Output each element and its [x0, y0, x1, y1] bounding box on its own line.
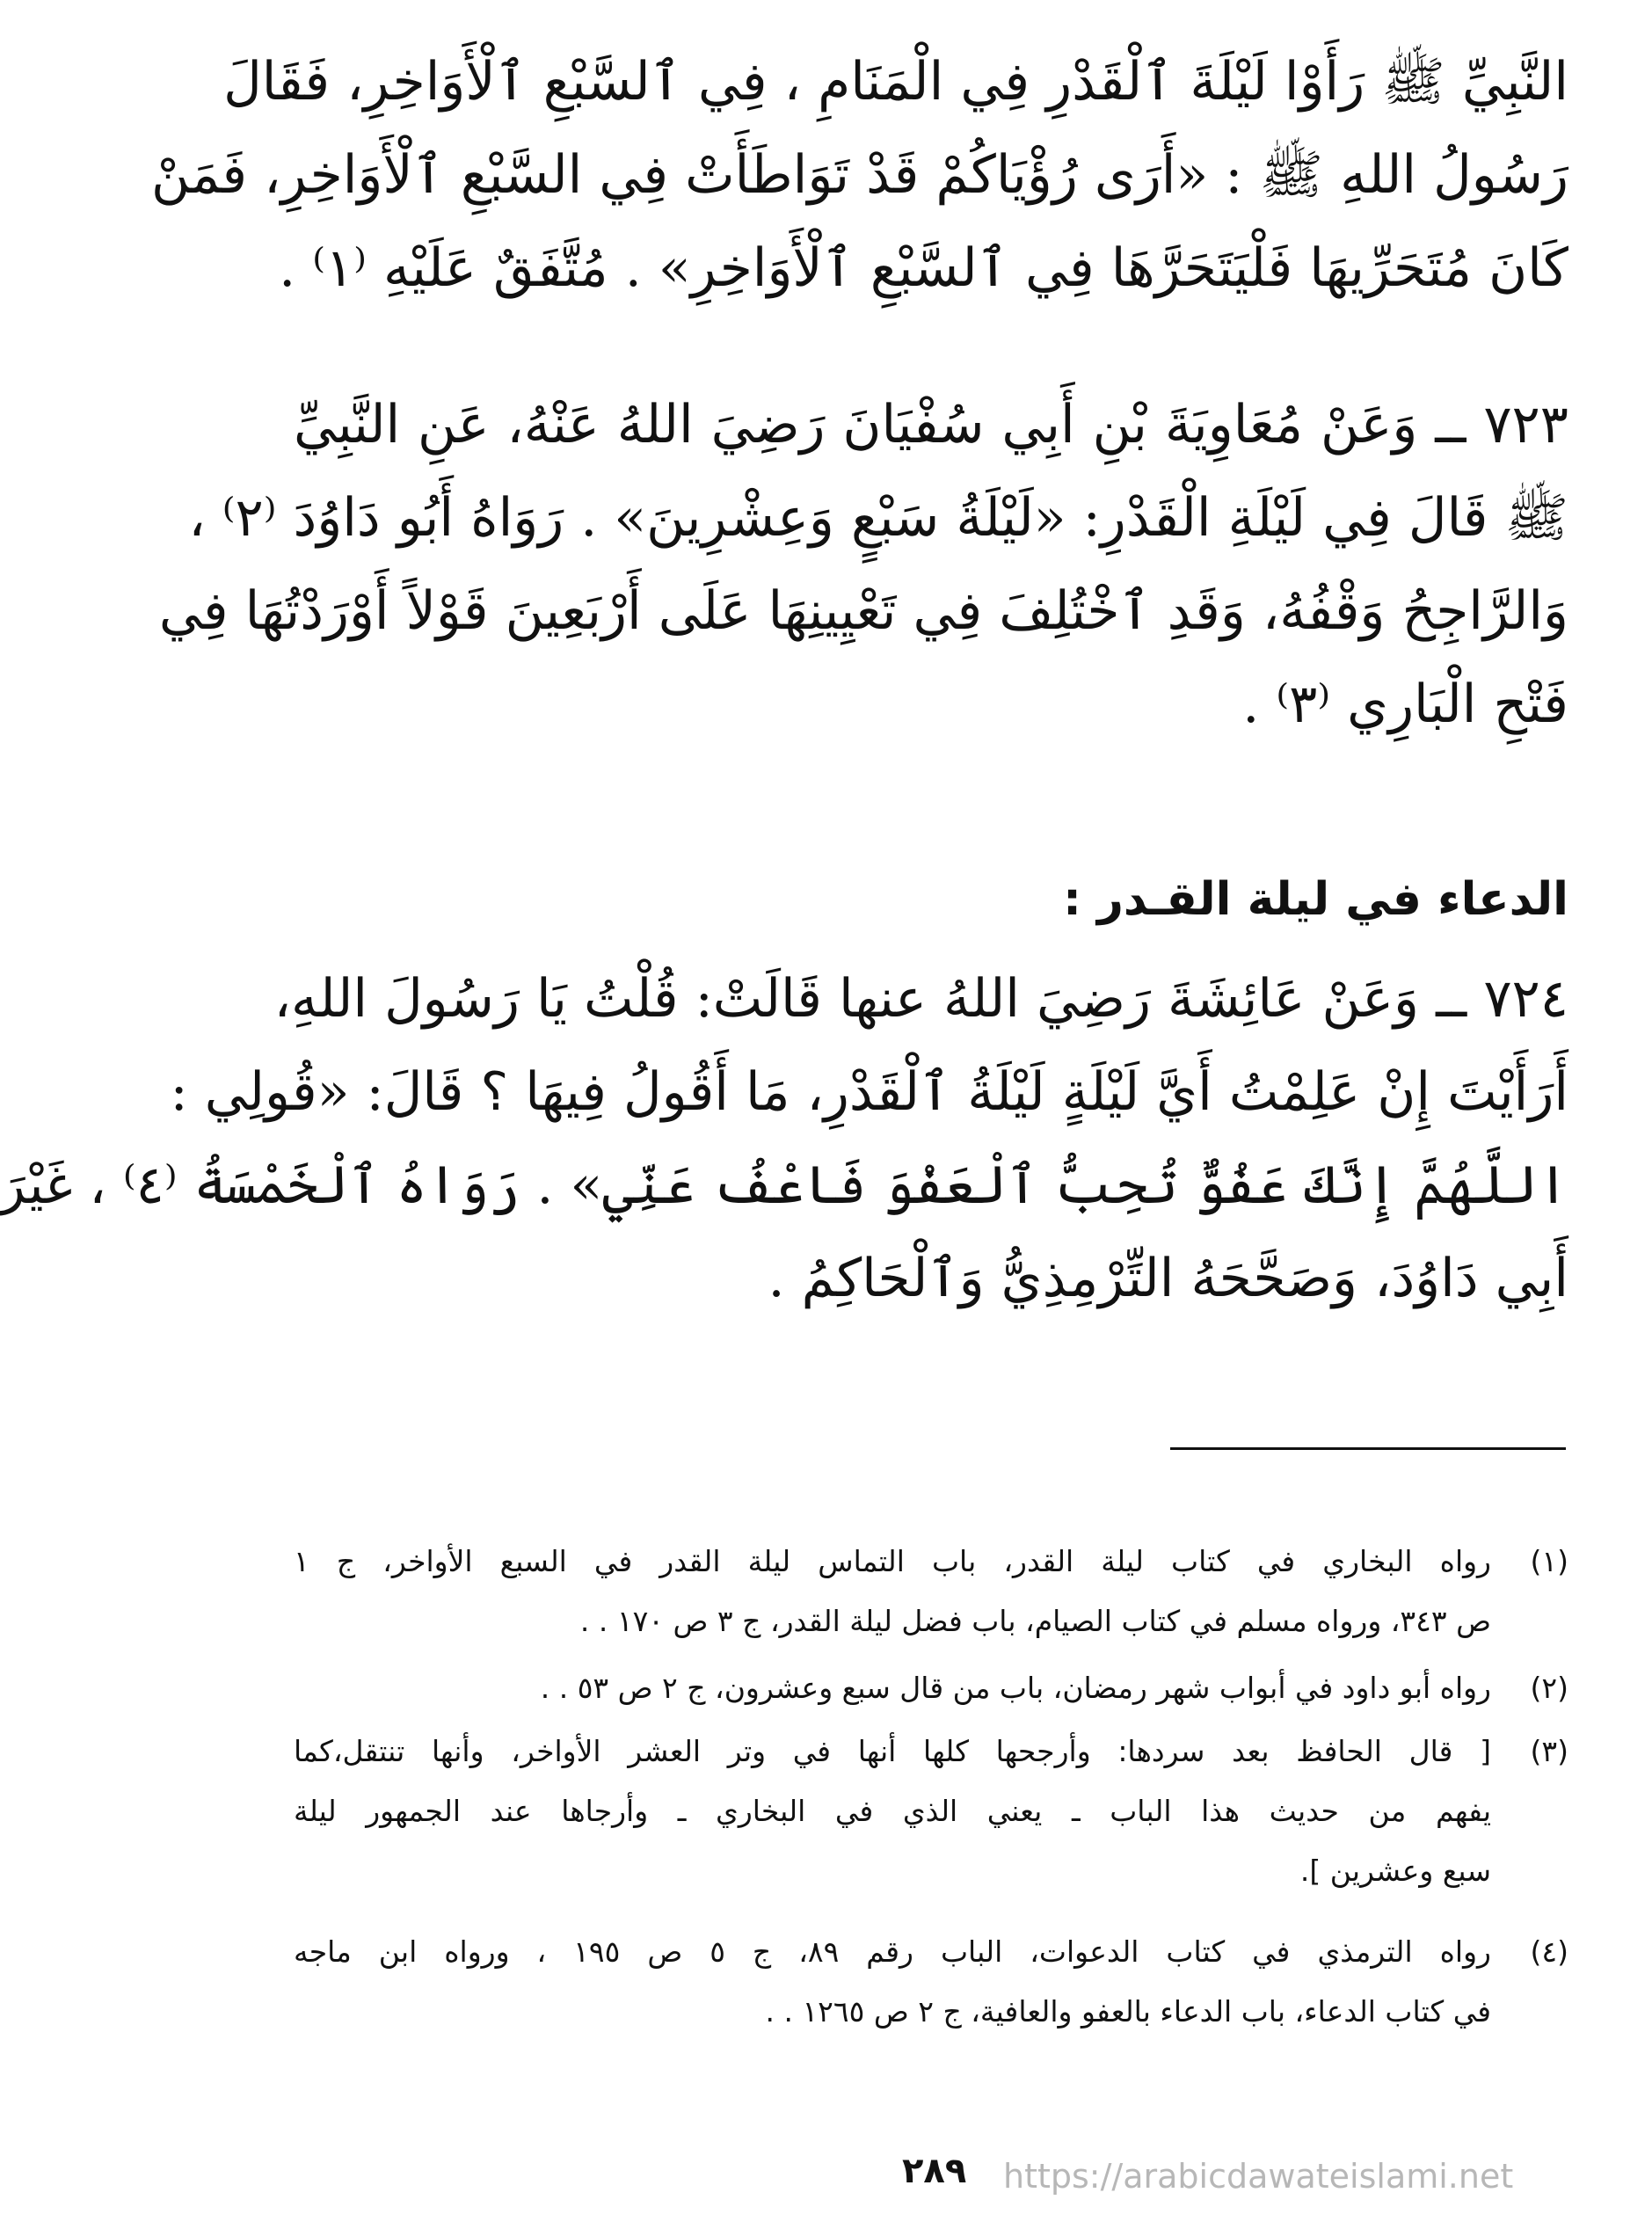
- text-line: أَبِي دَاوُدَ، وَصَحَّحَهُ التِّرْمِذِيُّ وَٱلْحَاكِمُ .: [768, 1248, 1568, 1309]
- text-line: ﷺ قَالَ فِي لَيْلَةِ الْقَدْرِ: «لَيْلَةُ سَبْعٍ وَعِشْرِينَ» . رَوَاهُ أَبُو دَاوُدَ ⁽٢⁾ ،: [188, 487, 1568, 549]
- hadith-724: [0, 952, 1568, 1325]
- footnote-line: رواه أبو داود في أبواب شهر رمضان، باب من قال سبع وعشرون، ج ٢ ص ٥٣ . .: [540, 1671, 1491, 1705]
- footnote-3: [294, 1722, 1568, 1901]
- footnote-number: (٣): [1530, 1734, 1568, 1768]
- text-line: أَرَأَيْتَ إِنْ عَلِمْتُ أَيَّ لَيْلَةٍ لَيْلَةُ ٱلْقَدْرِ، مَا أَقُولُ فِيهَا ؟ قَالَ: «قُولِي :: [170, 1061, 1568, 1123]
- footnote-2: [294, 1658, 1568, 1718]
- text-line: النَّبِيِّ ﷺ رَأَوْا لَيْلَةَ ٱلْقَدْرِ فِي الْمَنَامِ ، فِي ٱلسَّبْعِ ٱلْأَوَاخِرِ، فَقَالَ: [223, 51, 1568, 113]
- footnote-line: سبع وعشرين ].: [1299, 1854, 1491, 1888]
- watermark-url: https://arabicdawateislami.net: [1003, 2157, 1514, 2196]
- text-line: اللَّهُمَّ إِنَّكَ عَفُوٌّ تُحِبُّ ٱلْعَفْوَ فَاعْفُ عَنِّي» . رَوَاهُ ٱلْخَمْسَةُ ⁽٤⁾ ، غَيْرَ: [0, 1155, 1568, 1216]
- text-line: ٧٢٣ ــ وَعَنْ مُعَاوِيَةَ بْنِ أَبِي سُفْيَانَ رَضِيَ اللهُ عَنْهُ، عَنِ النَّبِيِّ: [294, 394, 1568, 455]
- text-line: رَسُولُ اللهِ ﷺ : «أَرَى رُؤْيَاكُمْ قَدْ تَوَاطَأَتْ فِي السَّبْعِ ٱلْأَوَاخِرِ، فَمَنْ: [151, 144, 1568, 206]
- text-line: فَتْحِ الْبَارِي ⁽٣⁾ .: [1242, 674, 1568, 735]
- footnote-number: (١): [1530, 1544, 1568, 1578]
- footnote-line: يفهم من حديث هذا الباب ـ يعني الذي في البخاري ـ وأرجاها عند الجمهور ليلة: [294, 1794, 1491, 1828]
- footnote-line: رواه البخاري في كتاب ليلة القدر، باب التماس ليلة القدر في السبع الأواخر، ج ١: [294, 1544, 1491, 1578]
- text-line: كَانَ مُتَحَرِّيهَا فَلْيَتَحَرَّهَا فِي ٱلسَّبْعِ ٱلْأَوَاخِرِ» . مُتَّفَقٌ عَلَيْهِ ⁽١⁾ .: [279, 237, 1568, 299]
- footnote-line: رواه الترمذي في كتاب الدعوات، الباب رقم ٨٩، ج ٥ ص ١٩٥ ، ورواه ابن ماجه: [294, 1934, 1491, 1969]
- text-line: ٧٢٤ ــ وَعَنْ عَائِشَةَ رَضِيَ اللهُ عنها قَالَتْ: قُلْتُ يَا رَسُولَ اللهِ،: [273, 968, 1568, 1030]
- footnote-1: [294, 1532, 1568, 1651]
- footnote-line: [ قال الحافظ بعد سردها: وأرجحها كلها أنها في وتر العشر الأواخر، وأنها تنتقل،كما: [294, 1734, 1491, 1768]
- footnote-number: (٤): [1530, 1934, 1568, 1969]
- text-line: وَالرَّاجِحُ وَقْفُهُ، وَقَدِ ٱخْتُلِفَ فِي تَعْيِينِهَا عَلَى أَرْبَعِينَ قَوْلاً أَوْرَدْتُهَا فِي: [158, 580, 1568, 642]
- footnote-divider: [1170, 1447, 1566, 1450]
- footnote-4: [294, 1922, 1568, 2042]
- footnote-line: في كتاب الدعاء، باب الدعاء بالعفو والعافية، ج ٢ ص ١٢٦٥ . .: [765, 1994, 1491, 2029]
- paragraph-continuation: [151, 35, 1568, 315]
- footnote-number: (٢): [1530, 1671, 1568, 1705]
- section-heading: الدعاء في ليلة القـدر :: [1063, 873, 1568, 926]
- hadith-723: [158, 378, 1568, 751]
- page-number: ٢٨٩: [902, 2151, 967, 2191]
- footnote-line: ص ٣٤٣، ورواه مسلم في كتاب الصيام، باب فضل ليلة القدر، ج ٣ ص ١٧٠ . .: [579, 1604, 1491, 1638]
